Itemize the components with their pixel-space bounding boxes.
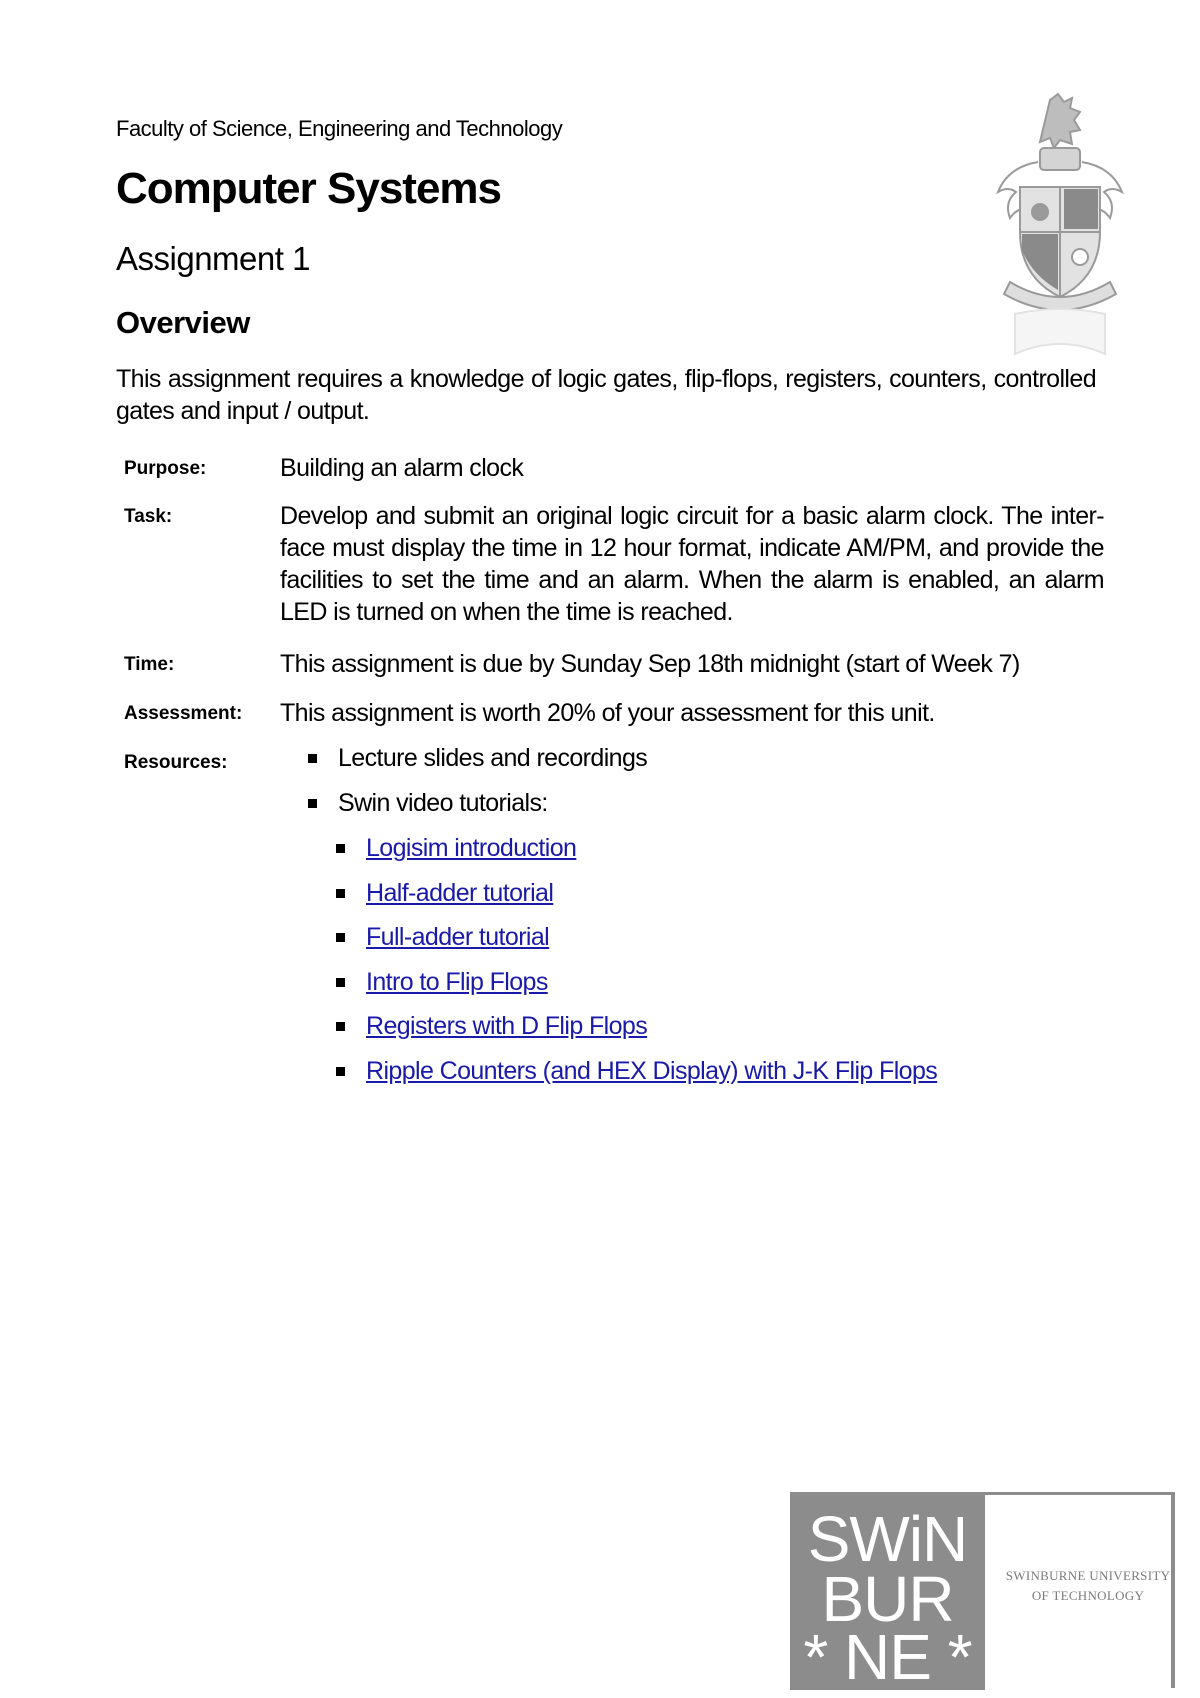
resources-list: [308, 742, 647, 832]
list-item: [336, 832, 937, 877]
list-item: [336, 966, 937, 1011]
link-intro-flip-flops[interactable]: Intro to Flip Flops: [366, 967, 548, 996]
time-label: Time:: [124, 654, 175, 675]
logo-line: BUR: [821, 1563, 954, 1635]
purpose-label: Purpose:: [124, 458, 207, 479]
square-bullet-icon: [336, 933, 345, 942]
link-registers-d-flip-flops[interactable]: Registers with D Flip Flops: [366, 1012, 648, 1041]
task-value: Develop and submit an original logic circuit for a basic alarm clock. The inter-face must display the time in 12 hour format, indicate AM/PM, and provide the facilities to set the time and an alarm. When the alarm is enabled, an alarm LED is turned on when the time is reached.: [280, 502, 1104, 626]
overview-heading: Overview: [116, 305, 250, 340]
resource-label: Swin video tutorials:: [338, 789, 548, 817]
assessment-value: This assignment is worth 20% of your assessment for this unit.: [280, 699, 935, 727]
overview-text: This assignment requires a knowledge of logic gates, flip-flops, registers, counters, controlled gates and input / output.: [116, 365, 1096, 425]
link-half-adder-tutorial[interactable]: Half-adder tutorial: [366, 878, 554, 907]
university-name: SWINBURNE UNIVERSITY: [1005, 1568, 1171, 1583]
tutorial-links-list: [336, 832, 937, 1100]
task-label: Task:: [124, 506, 173, 527]
swinburne-logo: [790, 1492, 1178, 1693]
assignment-subtitle: Assignment 1: [116, 240, 310, 277]
list-item: [308, 742, 647, 787]
purpose-value: Building an alarm clock: [280, 454, 524, 482]
assessment-label: Assessment:: [124, 703, 243, 724]
resource-label: Lecture slides and recordings: [338, 744, 648, 772]
document-title: Computer Systems: [116, 164, 502, 213]
link-full-adder-tutorial[interactable]: Full-adder tutorial: [366, 923, 550, 952]
square-bullet-icon: [336, 889, 345, 898]
link-ripple-counters[interactable]: Ripple Counters (and HEX Display) with J-K Flip Flops: [366, 1056, 938, 1085]
square-bullet-icon: [336, 844, 345, 853]
square-bullet-icon: [336, 978, 345, 987]
square-bullet-icon: [308, 754, 317, 763]
square-bullet-icon: [336, 1067, 345, 1076]
list-item: [336, 877, 937, 922]
list-item: [336, 1055, 937, 1100]
time-value: This assignment is due by Sunday Sep 18th midnight (start of Week 7): [280, 650, 1020, 678]
list-item: [308, 787, 647, 832]
university-name-line2: OF TECHNOLOGY: [1031, 1588, 1145, 1603]
square-bullet-icon: [336, 1022, 345, 1031]
logo-line: * NE *: [803, 1621, 972, 1693]
logo-wordmark: [790, 1492, 985, 1693]
square-bullet-icon: [308, 799, 317, 808]
university-crest-icon: [990, 92, 1130, 362]
list-item: [336, 1010, 937, 1055]
list-item: [336, 921, 937, 966]
faculty-name: Faculty of Science, Engineering and Technology: [116, 116, 563, 141]
link-logisim-introduction[interactable]: Logisim introduction: [366, 834, 577, 862]
resources-label: Resources:: [124, 752, 228, 773]
logo-line: SWiN: [807, 1503, 968, 1575]
